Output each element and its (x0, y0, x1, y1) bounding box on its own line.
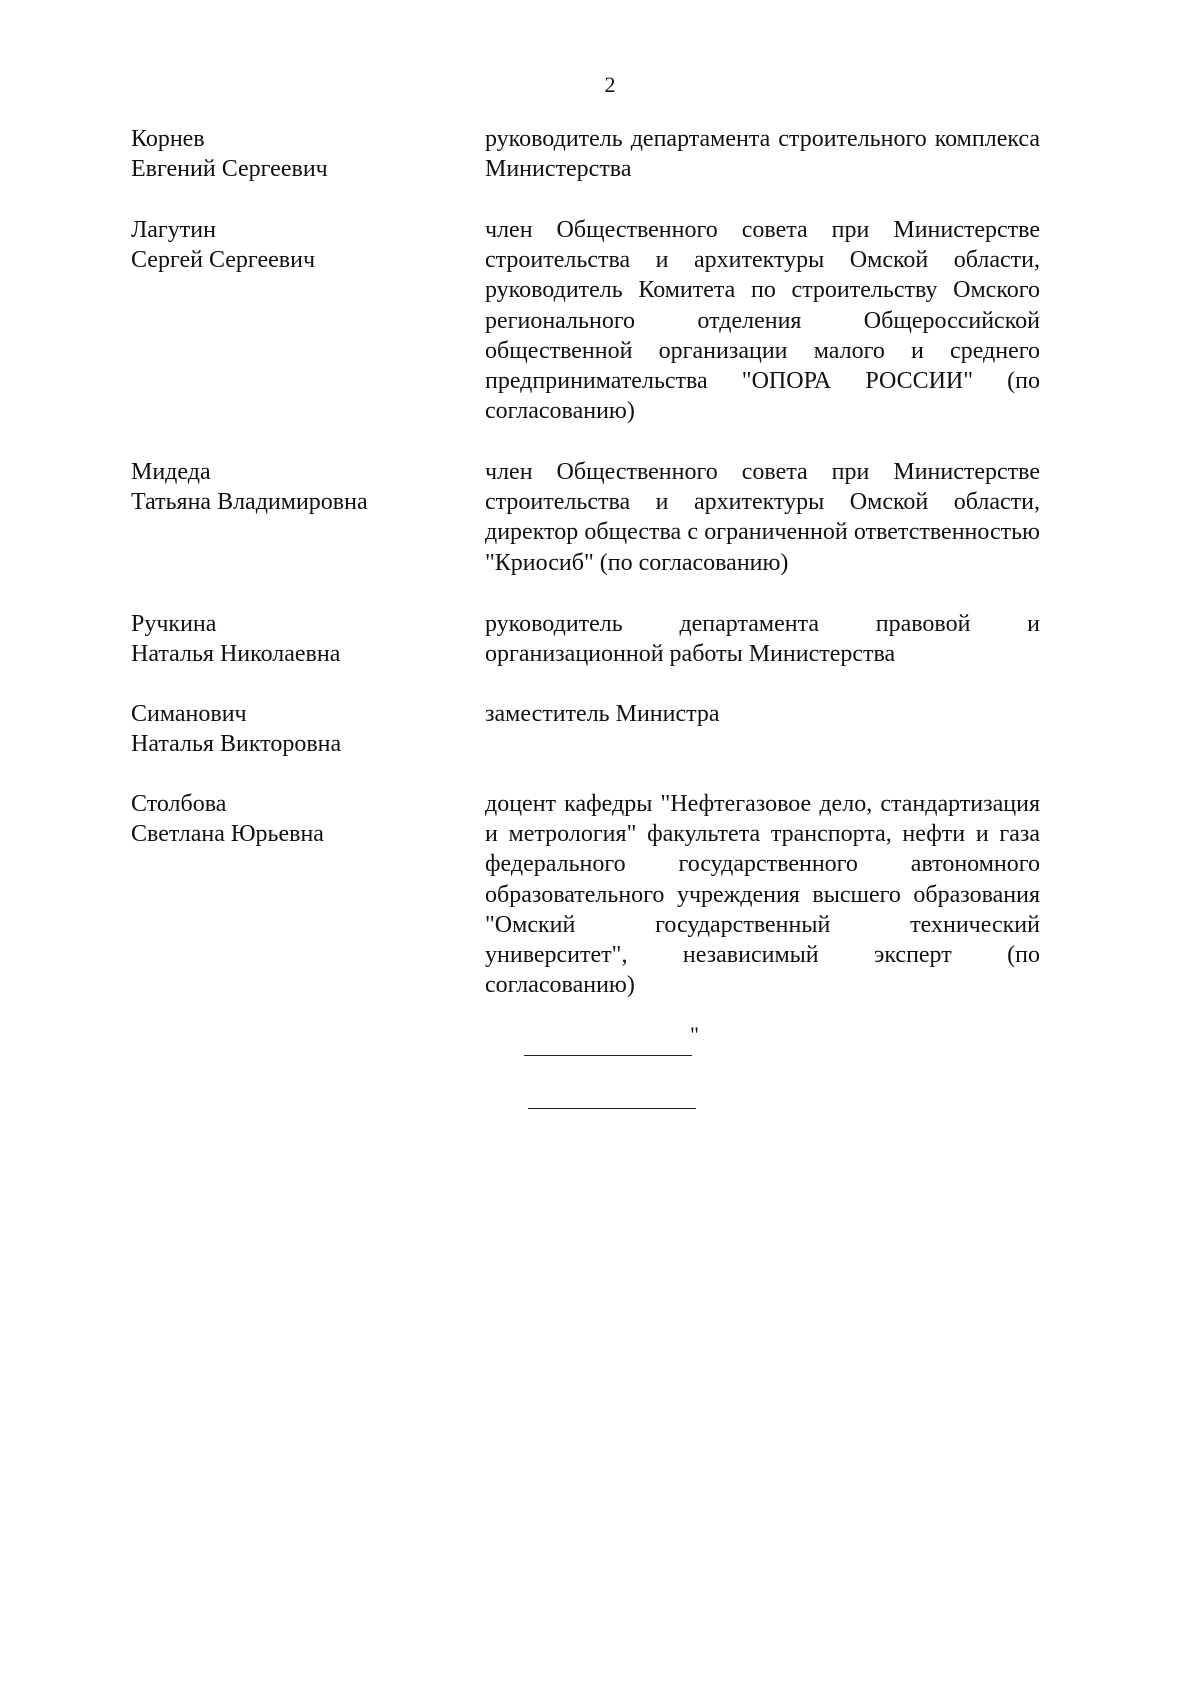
member-name (131, 124, 461, 184)
member-name (131, 457, 461, 517)
member-position: член Общественного совета при Министерстве строительства и архитектуры Омской области, руководитель Комитета по строительству Омского регионального отделения Общероссийской общественной организации малого и среднего предпринимательства "ОПОРА РОССИИ" (по согласованию) (485, 217, 1040, 425)
member-name (131, 609, 461, 669)
member-surname: Столбова (131, 791, 227, 817)
page-number: 2 (604, 72, 616, 97)
member-name (131, 789, 461, 849)
closing-line-lower (528, 1108, 696, 1109)
member-surname: Лагутин (131, 217, 216, 243)
member-given-names: Светлана Юрьевна (131, 821, 324, 847)
member-position: руководитель департамента строительного комплекса Министерства (485, 126, 1040, 183)
closing-quote-mark: " (690, 1022, 699, 1047)
member-surname: Корнев (131, 126, 205, 152)
member-position: заместитель Министра (485, 701, 720, 727)
member-given-names: Наталья Викторовна (131, 731, 342, 757)
member-surname: Мидеда (131, 459, 211, 485)
closing-line-upper (524, 1055, 692, 1056)
member-given-names: Евгений Сергеевич (131, 156, 328, 182)
member-name (131, 699, 461, 759)
member-position: член Общественного совета при Министерстве строительства и архитектуры Омской области, директор общества с ограниченной ответственностью "Криосиб" (по согласованию) (485, 459, 1040, 576)
member-position: доцент кафедры "Нефтегазовое дело, стандартизация и метрология" факультета транспорта, нефти и газа федерального государственного автономного образовательного учреждения высшего образования "Омский государственный технический университет", независимый эксперт (по согласованию) (485, 791, 1040, 999)
member-given-names: Татьяна Владимировна (131, 489, 368, 515)
member-name (131, 215, 461, 275)
member-surname: Симанович (131, 701, 247, 727)
member-given-names: Наталья Николаевна (131, 641, 341, 667)
member-given-names: Сергей Сергеевич (131, 247, 316, 273)
member-position: руководитель департамента правовой и организационной работы Министерства (485, 611, 1040, 668)
member-surname: Ручкина (131, 611, 217, 637)
